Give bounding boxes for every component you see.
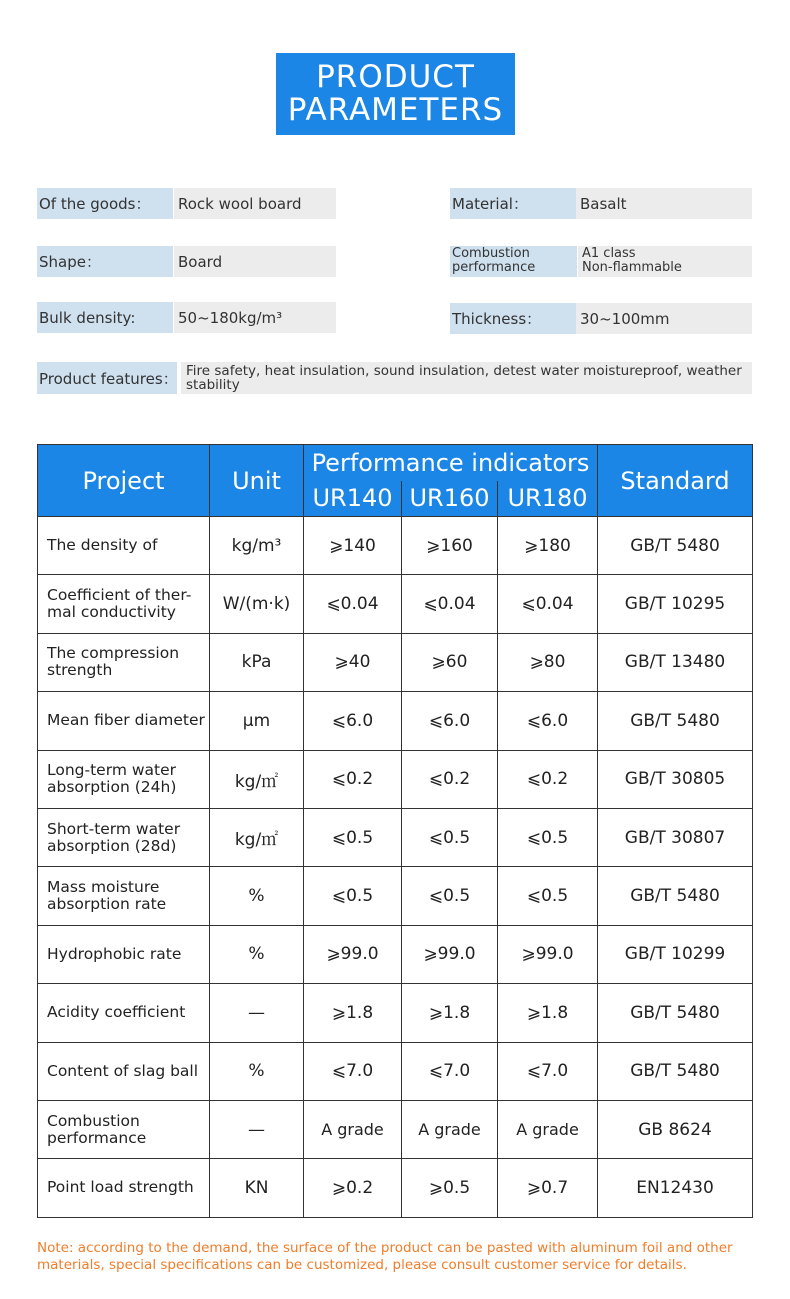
cell-ur160: ⩾1.8 <box>402 984 498 1042</box>
cell-standard: GB 8624 <box>598 1100 753 1158</box>
table-row <box>38 1042 753 1100</box>
cell-ur140: ⩽6.0 <box>304 692 402 750</box>
header-performance: Performance indicators <box>304 445 598 481</box>
cell-ur180: ⩽0.5 <box>498 808 598 866</box>
combustion-label <box>450 246 577 277</box>
cell-ur160: ⩾0.5 <box>402 1159 498 1217</box>
cell-standard: GB/T 5480 <box>598 517 753 575</box>
goods-value: Rock wool board <box>174 188 336 219</box>
cell-unit: W/(m·k) <box>210 575 304 633</box>
cell-ur180: ⩾80 <box>498 633 598 691</box>
cell-project: Coefficient of ther- mal conductivity <box>38 575 210 633</box>
cell-unit: KN <box>210 1159 304 1217</box>
shape-value: Board <box>174 246 336 277</box>
cell-unit: — <box>210 984 304 1042</box>
title-line-1: PRODUCT <box>316 59 475 95</box>
cell-unit: % <box>210 1042 304 1100</box>
cell-ur160: A grade <box>402 1100 498 1158</box>
cell-project: Mean fiber diameter <box>38 692 210 750</box>
table-row <box>38 517 753 575</box>
table-row <box>38 984 753 1042</box>
cell-unit: kg/㎡ <box>210 750 304 808</box>
header-grade-ur140: UR140 <box>304 481 402 517</box>
cell-unit: % <box>210 867 304 925</box>
cell-ur160: ⩾99.0 <box>402 925 498 983</box>
table-row <box>38 633 753 691</box>
cell-standard: GB/T 10299 <box>598 925 753 983</box>
cell-standard: GB/T 5480 <box>598 1042 753 1100</box>
cell-project: Hydrophobic rate <box>38 925 210 983</box>
cell-project: The compression strength <box>38 633 210 691</box>
cell-ur160: ⩾160 <box>402 517 498 575</box>
cell-ur140: ⩾0.2 <box>304 1159 402 1217</box>
cell-standard: GB/T 5480 <box>598 692 753 750</box>
cell-ur140: ⩾140 <box>304 517 402 575</box>
combustion-label-line-2: performance <box>452 260 536 275</box>
header-grade-ur180: UR180 <box>498 481 598 517</box>
cell-ur180: ⩽0.2 <box>498 750 598 808</box>
cell-standard: GB/T 5480 <box>598 984 753 1042</box>
thickness-value: 30~100mm <box>576 303 752 334</box>
footnote: Note: according to the demand, the surface of the product can be pasted with aluminum foil and other materials, special specifications can be customized, please consult customer service for details. <box>37 1240 733 1273</box>
cell-standard: GB/T 30805 <box>598 750 753 808</box>
combustion-label-line-1: Combustion <box>452 246 530 261</box>
combustion-value-line-1: A1 class <box>582 246 636 261</box>
cell-ur140: ⩾40 <box>304 633 402 691</box>
cell-project: Mass moisture absorption rate <box>38 867 210 925</box>
cell-ur180: ⩾1.8 <box>498 984 598 1042</box>
header-grade-ur160: UR160 <box>402 481 498 517</box>
table-row <box>38 808 753 866</box>
cell-ur160: ⩽0.5 <box>402 808 498 866</box>
header-unit: Unit <box>210 445 304 517</box>
cell-ur140: ⩾99.0 <box>304 925 402 983</box>
cell-ur180: ⩽0.5 <box>498 867 598 925</box>
cell-standard: GB/T 30807 <box>598 808 753 866</box>
cell-project: Combustion performance <box>38 1100 210 1158</box>
cell-unit: — <box>210 1100 304 1158</box>
cell-ur180: ⩾180 <box>498 517 598 575</box>
cell-standard: GB/T 5480 <box>598 867 753 925</box>
cell-project: Long-term water absorption (24h) <box>38 750 210 808</box>
header-standard: Standard <box>598 445 753 517</box>
spec-table <box>37 444 753 1218</box>
table-row <box>38 1159 753 1217</box>
table-header <box>38 445 753 517</box>
cell-ur140: ⩽7.0 <box>304 1042 402 1100</box>
table-row <box>38 692 753 750</box>
cell-ur160: ⩽0.2 <box>402 750 498 808</box>
cell-ur140: ⩽0.5 <box>304 808 402 866</box>
shape-label: Shape： <box>37 246 173 277</box>
cell-ur160: ⩽0.5 <box>402 867 498 925</box>
cell-standard: GB/T 13480 <box>598 633 753 691</box>
features-value: Fire safety, heat insulation, sound insulation, detest water moistureproof, weather stability <box>181 362 752 394</box>
cell-ur140: ⩽0.2 <box>304 750 402 808</box>
cell-ur140: ⩾1.8 <box>304 984 402 1042</box>
material-value: Basalt <box>576 188 752 219</box>
cell-unit: kPa <box>210 633 304 691</box>
table-row <box>38 1100 753 1158</box>
table-row <box>38 867 753 925</box>
cell-standard: GB/T 10295 <box>598 575 753 633</box>
table-body <box>38 517 753 1218</box>
cell-ur180: ⩾0.7 <box>498 1159 598 1217</box>
cell-standard: EN12430 <box>598 1159 753 1217</box>
cell-unit: μm <box>210 692 304 750</box>
table-row <box>38 750 753 808</box>
cell-unit: kg/m³ <box>210 517 304 575</box>
cell-ur180: A grade <box>498 1100 598 1158</box>
table-row <box>38 575 753 633</box>
cell-ur180: ⩽7.0 <box>498 1042 598 1100</box>
cell-ur140: ⩽0.04 <box>304 575 402 633</box>
bulk-density-label: Bulk density: <box>37 302 173 333</box>
cell-project: Acidity coefficient <box>38 984 210 1042</box>
cell-ur180: ⩾99.0 <box>498 925 598 983</box>
page-title <box>276 53 515 135</box>
features-label: Product features： <box>37 362 177 394</box>
cell-project: The density of <box>38 517 210 575</box>
cell-ur160: ⩽6.0 <box>402 692 498 750</box>
thickness-label: Thickness： <box>450 303 577 334</box>
header-project: Project <box>38 445 210 517</box>
cell-unit: % <box>210 925 304 983</box>
cell-ur180: ⩽6.0 <box>498 692 598 750</box>
cell-ur160: ⩽0.04 <box>402 575 498 633</box>
combustion-value <box>578 246 752 277</box>
combustion-value-line-2: Non-flammable <box>582 260 682 275</box>
table-row <box>38 925 753 983</box>
cell-ur140: ⩽0.5 <box>304 867 402 925</box>
bulk-density-value: 50~180kg/m³ <box>174 302 336 333</box>
cell-ur140: A grade <box>304 1100 402 1158</box>
cell-project: Point load strength <box>38 1159 210 1217</box>
cell-unit: kg/㎡ <box>210 808 304 866</box>
cell-project: Content of slag ball <box>38 1042 210 1100</box>
cell-project: Short-term water absorption (28d) <box>38 808 210 866</box>
cell-ur180: ⩽0.04 <box>498 575 598 633</box>
cell-ur160: ⩽7.0 <box>402 1042 498 1100</box>
title-line-2: PARAMETERS <box>287 92 504 128</box>
material-label: Material： <box>450 188 577 219</box>
goods-label: Of the goods： <box>37 188 173 219</box>
cell-ur160: ⩾60 <box>402 633 498 691</box>
